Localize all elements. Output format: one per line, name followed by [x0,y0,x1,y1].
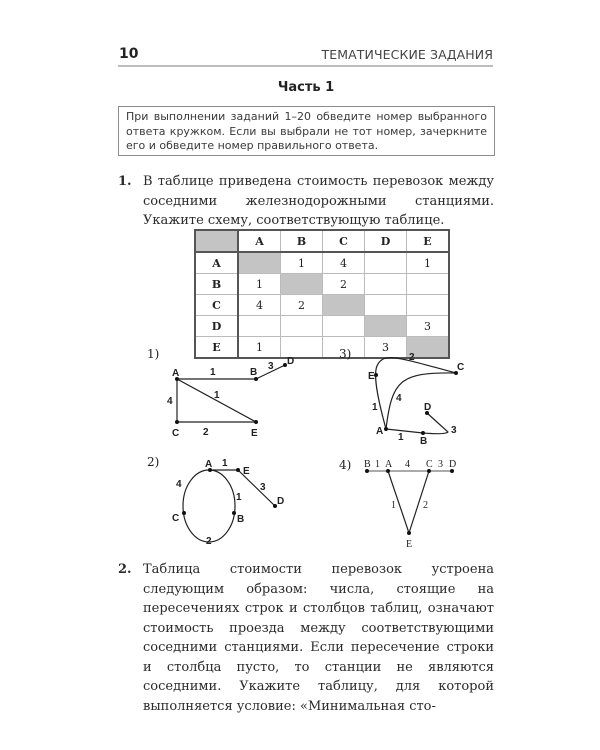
part-title: Часть 1 [277,80,335,95]
row-header: A [195,252,238,274]
option-1-label[interactable]: 1) [147,347,160,361]
edge-weight: 1 [214,390,220,401]
node-label: D [424,402,432,413]
table-cell: 1 [238,337,281,359]
edge-weight: 2 [409,352,415,363]
node-label: D [449,459,457,470]
edge-weight: 4 [167,396,173,407]
node-label: E [243,466,250,477]
option-3-label[interactable]: 3) [339,347,352,361]
node-label: E [368,371,375,382]
row-header: B [195,274,238,295]
node-label: C [426,459,433,470]
table-cell: 2 [323,274,365,295]
node-label: E [251,428,258,439]
table-cell: 3 [407,316,450,337]
table-cell: 4 [238,295,281,316]
edge-weight: 4 [176,479,182,490]
edge-weight: 3 [438,459,443,470]
edge-weight: 4 [405,459,410,470]
instructions-box: При выполнении заданий 1–20 обведите номер выбранного ответа кружком. Если вы выбрали не тот номер, зачеркните его и обведите номер правильного ответа. [118,106,495,156]
task-2-number: 2. [118,562,132,577]
node-label: A [172,368,180,379]
column-header: B [281,230,323,252]
edge-weight: 4 [396,393,402,404]
node-label: D [287,356,295,367]
edge-weight: 3 [451,425,457,436]
node-label: C [172,428,180,439]
row-header: C [195,295,238,316]
node-label: B [250,367,258,378]
edge-weight: 2 [203,427,209,438]
option-2-label[interactable]: 2) [147,455,160,469]
node-label: B [420,436,428,447]
edge-weight: 1 [210,367,216,378]
column-header: A [238,230,281,252]
row-header: E [195,337,238,359]
edge-weight: 3 [268,361,274,372]
column-header: E [407,230,450,252]
task-2-text: Таблица стоимости перевозок устроена следующим образом: числа, стоящие на пересечениях строк и столбцов таблиц, означают стоимость проезда между соответствующими соседними станциями. Если пересечение строки и столбца пусто, то станции не являются соседними. Укажите таблицу, для которой выполняется условие: «Минимальная сто- [143,562,494,714]
node-label: E [406,539,413,550]
edge-weight: 1 [398,432,404,443]
edge-weight: 1 [375,459,380,470]
node-label: B [237,514,245,525]
table-cell: 1 [281,252,323,274]
table-cell: 1 [407,252,450,274]
node-label: B [364,459,371,470]
table-cell: 2 [281,295,323,316]
node-label: A [385,459,393,470]
column-header: D [365,230,407,252]
edge-weight: 1 [236,492,242,503]
edge-weight: 1 [222,458,228,469]
option-4-label[interactable]: 4) [339,458,352,472]
page-number: 10 [119,46,139,62]
column-header: C [323,230,365,252]
table-cell: 3 [365,337,407,359]
table-cell: 1 [238,274,281,295]
edge-weight: 2 [206,536,212,547]
task-2 [118,560,494,716]
node-label: A [376,426,384,437]
edge-weight: 1 [391,500,396,511]
edge-weight: 3 [260,482,266,493]
node-label: C [457,362,465,373]
edge-weight: 1 [372,402,378,413]
table-cell: 4 [323,252,365,274]
node-label: D [277,496,285,507]
task-1-number: 1. [118,174,132,189]
node-label: A [205,459,213,470]
task-1-text: В таблице приведена стоимость перевозок между соседними железнодорожными станциями. Укажите схему, соответствующую таблице. [143,174,494,228]
row-header: D [195,316,238,337]
edge-weight: 2 [423,500,428,511]
running-head: ТЕМАТИЧЕСКИЕ ЗАДАНИЯ [321,47,493,62]
node-label: C [172,513,180,524]
